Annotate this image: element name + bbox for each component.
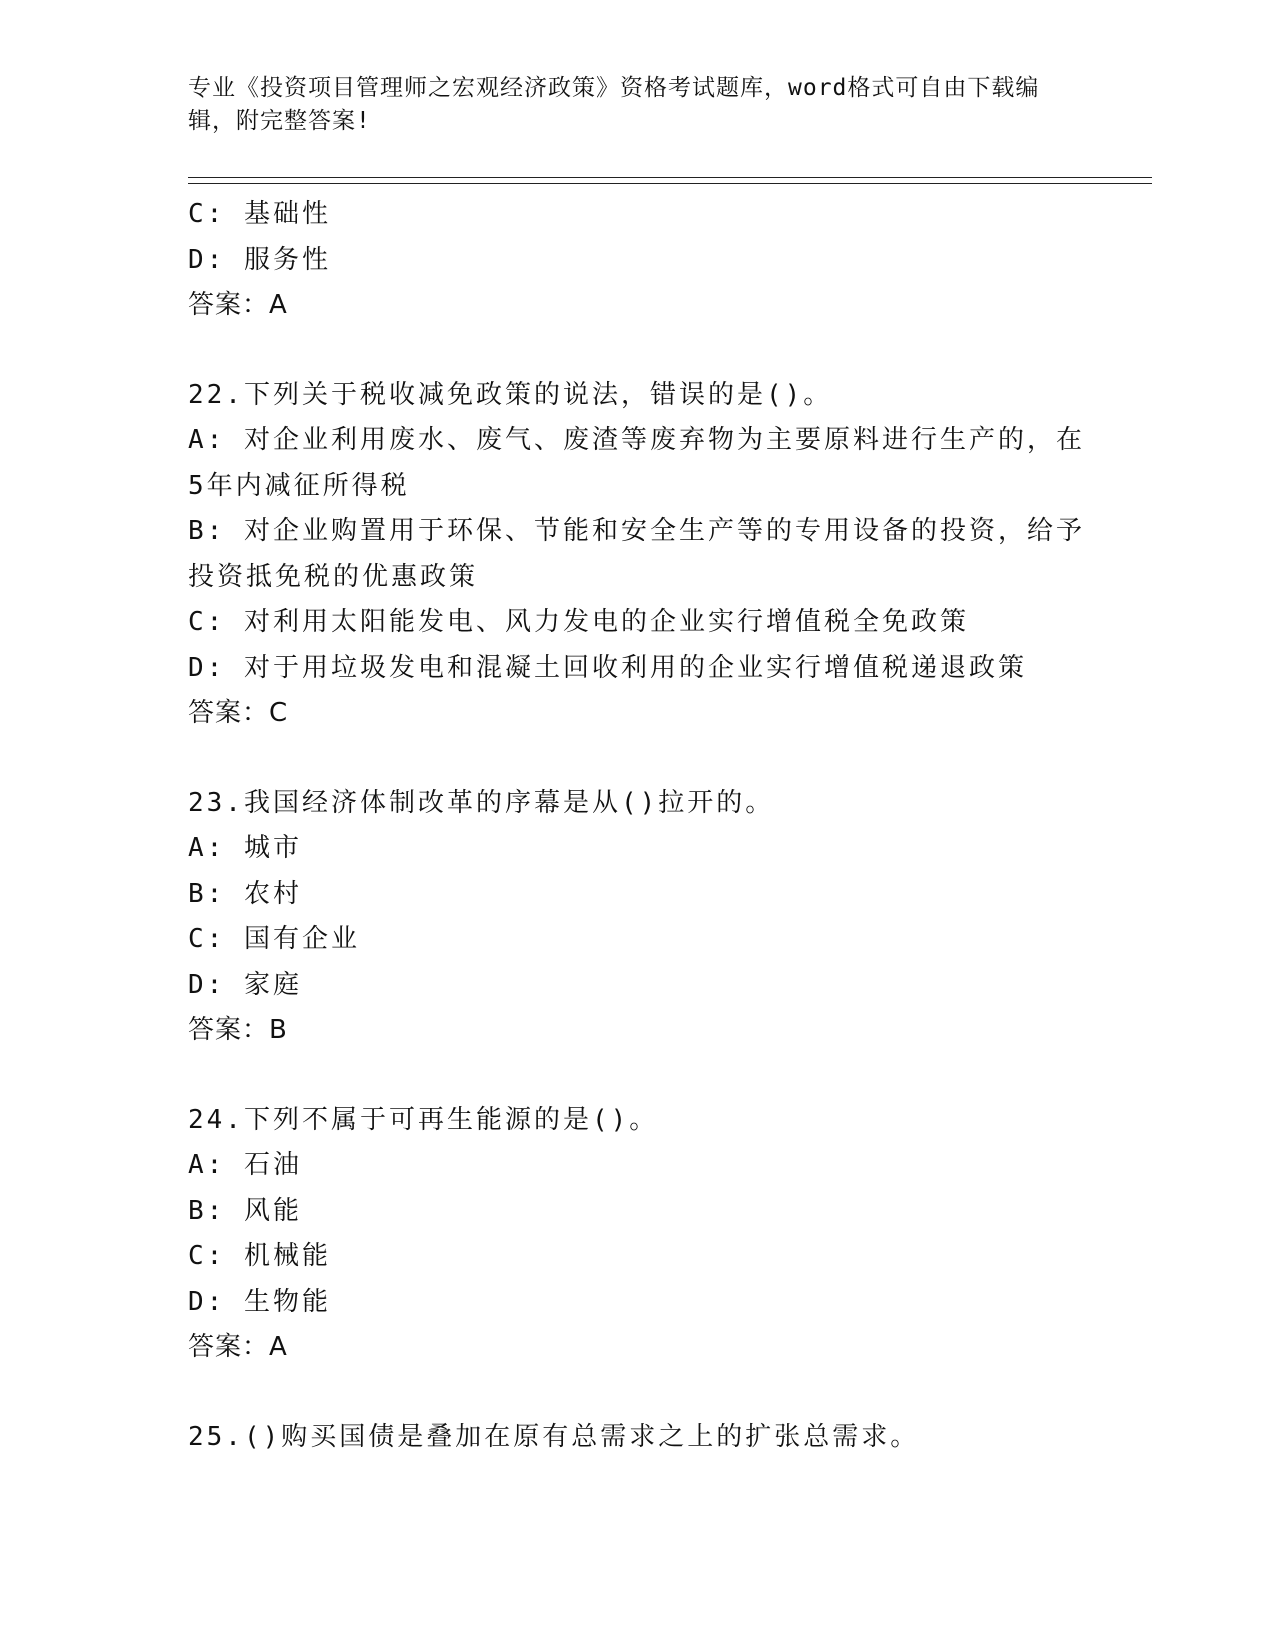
- option-c: C: 国有企业: [188, 924, 360, 954]
- question-22: [188, 373, 1088, 737]
- answer: 答案：B: [188, 1015, 288, 1045]
- question-25: [188, 1415, 1088, 1461]
- answer: 答案：C: [188, 698, 289, 728]
- option-b: B: 农村: [188, 878, 302, 909]
- spacer: [188, 329, 1088, 373]
- question-24: [188, 1098, 1088, 1371]
- option-a: A: 对企业利用废水、废气、废渣等废弃物为主要原料进行生产的，在5年内减征所得税: [188, 425, 1085, 501]
- answer: 答案：A: [188, 1332, 288, 1362]
- question-content: [188, 192, 1088, 1460]
- question-21-partial: [188, 192, 1088, 329]
- option-d: D: 服务性: [188, 244, 331, 275]
- option-b: B: 风能: [188, 1195, 302, 1226]
- spacer: [188, 1371, 1088, 1415]
- spacer: [188, 737, 1088, 781]
- page-header: 专业《投资项目管理师之宏观经济政策》资格考试题库，word格式可自由下载编辑，附完整答案!: [188, 75, 1040, 134]
- option-c: C: 基础性: [188, 199, 331, 229]
- question-stem: 22.下列关于税收减免政策的说法，错误的是()。: [188, 379, 833, 410]
- option-a: A: 石油: [188, 1150, 302, 1180]
- spacer: [188, 1054, 1088, 1098]
- option-c: C: 对利用太阳能发电、风力发电的企业实行增值税全免政策: [188, 607, 969, 637]
- option-a: A: 城市: [188, 833, 302, 863]
- question-stem: 24.下列不属于可再生能源的是()。: [188, 1104, 659, 1135]
- option-b: B: 对企业购置用于环保、节能和安全生产等的专用设备的投资，给予投资抵免税的优惠政策: [188, 516, 1085, 592]
- question-stem: 23.我国经济体制改革的序幕是从()拉开的。: [188, 787, 775, 818]
- answer: 答案：A: [188, 290, 288, 320]
- option-c: C: 机械能: [188, 1241, 331, 1271]
- option-d: D: 对于用垃圾发电和混凝土回收利用的企业实行增值税递退政策: [188, 652, 1027, 683]
- question-stem: 25.()购买国债是叠加在原有总需求之上的扩张总需求。: [188, 1421, 920, 1452]
- option-d: D: 家庭: [188, 969, 302, 1000]
- option-d: D: 生物能: [188, 1286, 331, 1317]
- question-23: [188, 781, 1088, 1054]
- header-divider: [188, 177, 1152, 184]
